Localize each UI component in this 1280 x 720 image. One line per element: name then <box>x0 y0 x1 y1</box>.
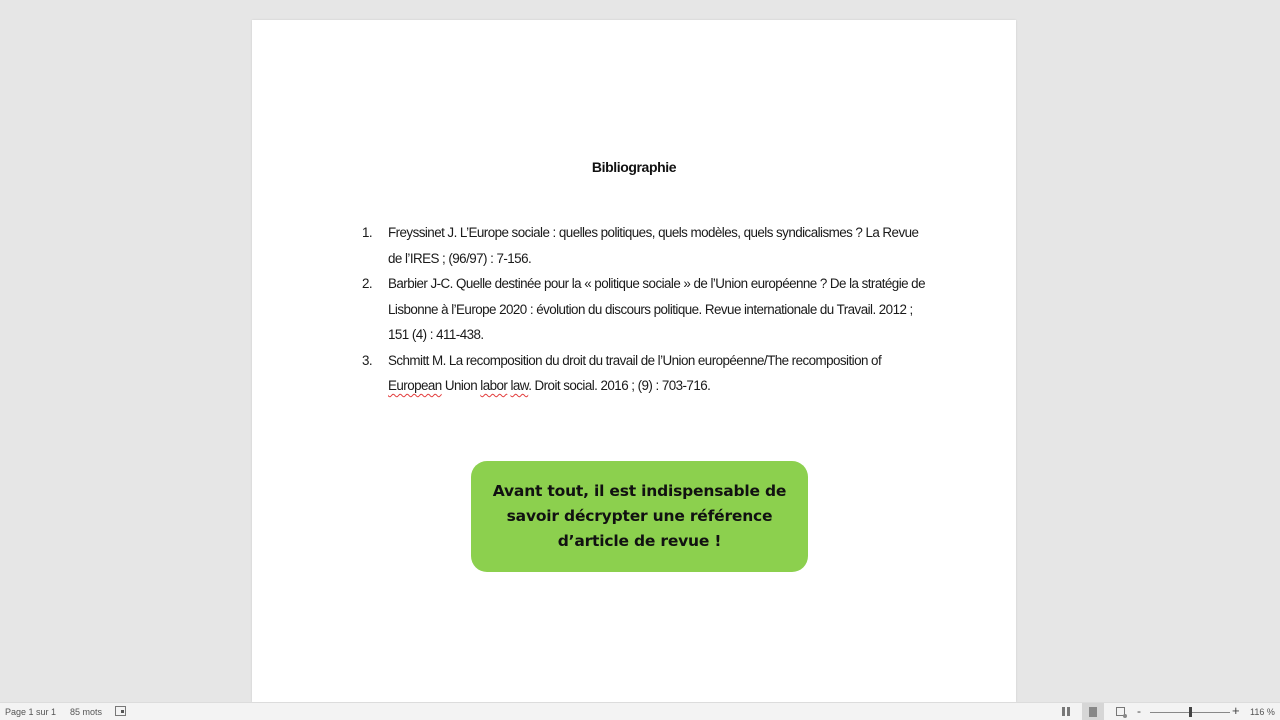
reference-text: Freyssinet J. L’Europe sociale : quelles politiques, quels modèles, quels syndicalismes ? La Revue de l’IRES ; (96/97) : 7-156. <box>388 225 919 266</box>
document-title: Bibliographie <box>591 159 677 175</box>
zoom-slider-thumb[interactable] <box>1189 707 1192 717</box>
zoom-out-button[interactable]: - <box>1137 704 1141 718</box>
proofing-book-icon[interactable] <box>115 706 126 716</box>
reference-text-part: . Droit social. 2016 ; (9) : 703-716. <box>528 378 711 393</box>
zoom-in-button[interactable]: + <box>1232 703 1240 718</box>
document-page[interactable] <box>252 20 1016 702</box>
reference-text-part: Union <box>441 378 481 393</box>
page-count[interactable]: Page 1 sur 1 <box>5 707 57 717</box>
web-layout-button[interactable] <box>1109 703 1131 720</box>
word-count[interactable]: 85 mots <box>70 707 103 717</box>
read-mode-button[interactable] <box>1055 703 1077 720</box>
callout-text: Avant tout, il est indispensable de savoir décrypter une référence d’article de revue ! <box>492 482 787 550</box>
bibliography-item <box>362 220 932 271</box>
reference-text-part: Schmitt M. La recomposition du droit du travail de l’Union européenne/The recomposition of <box>388 352 882 368</box>
print-layout-icon <box>1089 707 1097 717</box>
reference-text <box>388 353 881 394</box>
callout-shape[interactable] <box>471 461 808 572</box>
bibliography-list <box>362 220 932 399</box>
print-layout-button[interactable] <box>1082 703 1104 720</box>
reference-text: Barbier J-C. Quelle destinée pour la « politique sociale » de l’Union européenne ? De la stratégie de Lisbonne à l’Europe 2020 : évolution du discours politique. Revue internationale du Travail. 2012 ; 151 (4) : 411-438. <box>388 276 925 342</box>
item-number: 2. <box>362 276 373 291</box>
misspelled-word[interactable]: European <box>388 378 442 393</box>
bibliography-item <box>362 348 932 399</box>
read-mode-icon <box>1062 707 1070 716</box>
item-number: 3. <box>362 352 373 368</box>
misspelled-word[interactable]: law <box>510 378 529 393</box>
web-layout-icon <box>1116 707 1125 716</box>
misspelled-word[interactable]: labor <box>480 378 508 393</box>
status-bar <box>0 702 1280 720</box>
bibliography-item <box>362 271 932 348</box>
item-number: 1. <box>362 225 373 240</box>
zoom-level[interactable]: 116 % <box>1250 707 1275 717</box>
